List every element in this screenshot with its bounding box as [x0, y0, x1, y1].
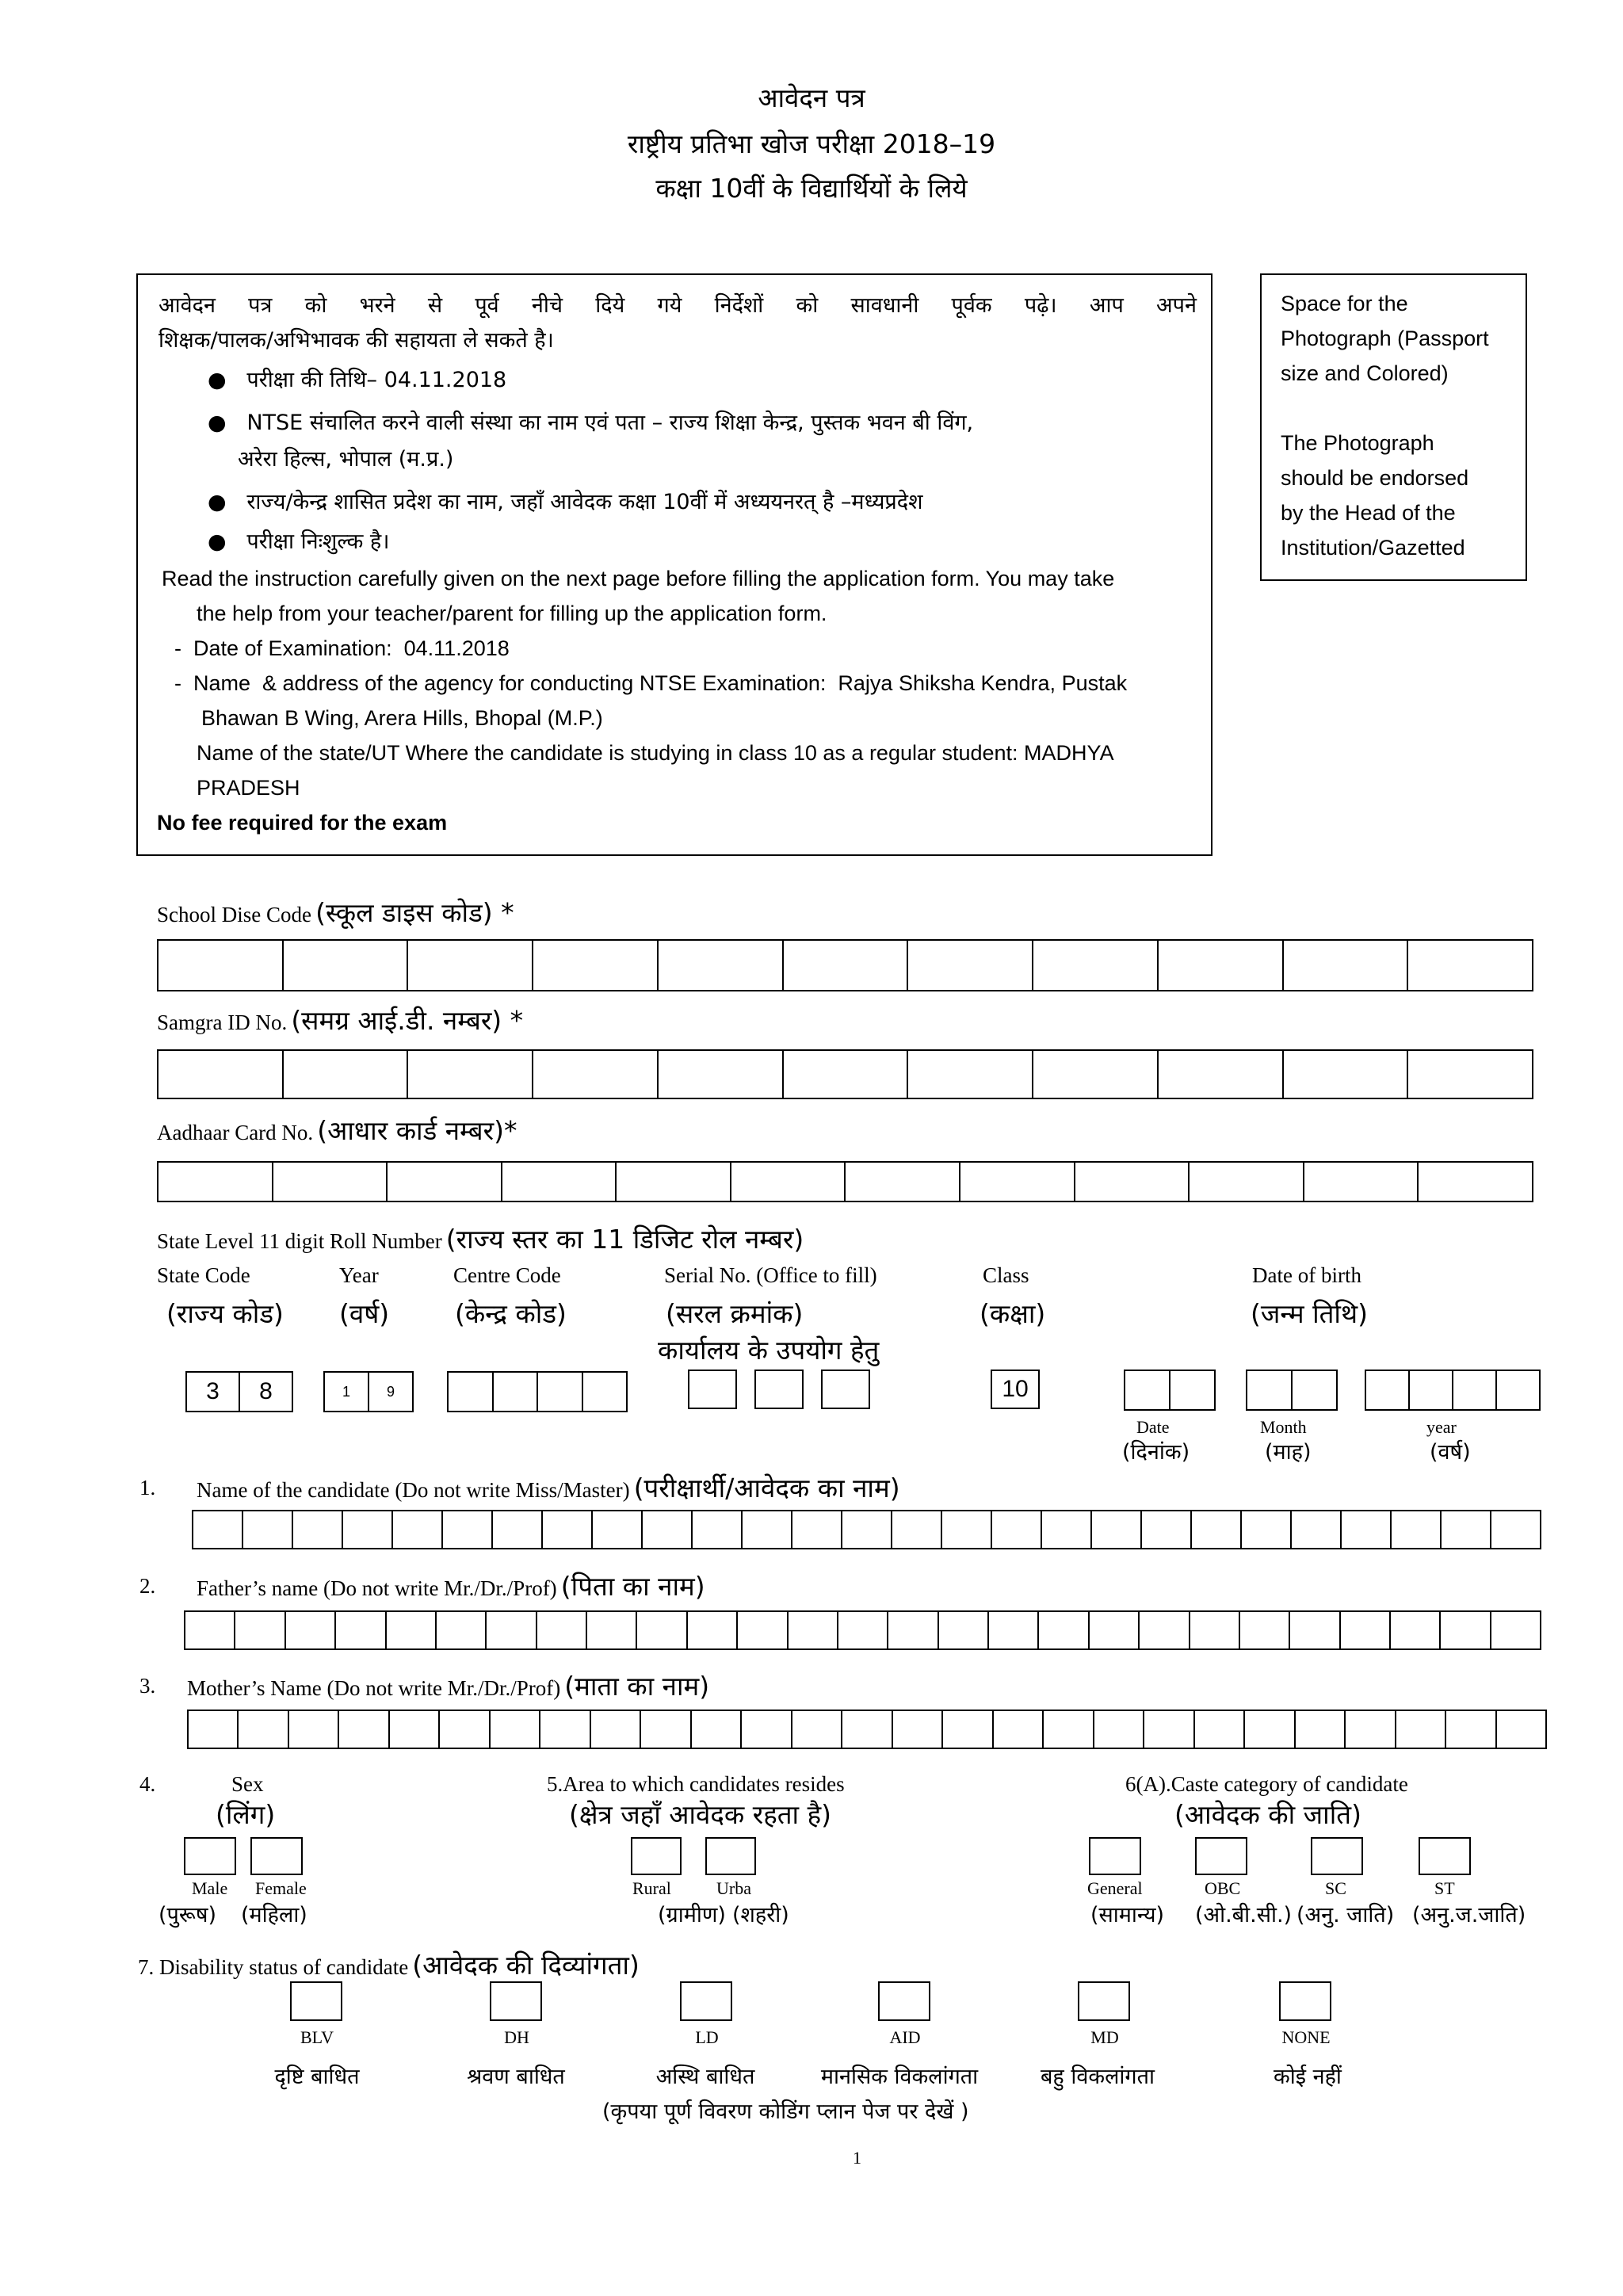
- char-box[interactable]: [587, 1612, 637, 1648]
- q2-label: [197, 1568, 705, 1603]
- char-box[interactable]: [493, 1511, 543, 1548]
- char-box[interactable]: [235, 1612, 285, 1648]
- serial-hi: (सरल क्रमांक): [666, 1298, 804, 1329]
- char-box[interactable]: [792, 1711, 842, 1748]
- father-name-input[interactable]: [184, 1610, 1541, 1650]
- char-box[interactable]: [185, 1612, 235, 1648]
- state-code-en: State Code: [157, 1263, 250, 1287]
- caste-st-checkbox[interactable]: [1419, 1837, 1471, 1875]
- photo-line-5: should be endorsed: [1281, 466, 1469, 490]
- caste-st-hi: (अनु.ज.जाति): [1412, 1903, 1526, 1927]
- char-box[interactable]: [789, 1612, 838, 1648]
- char-box[interactable]: [440, 1711, 490, 1748]
- char-box[interactable]: [1092, 1511, 1142, 1548]
- disability-blv-checkbox[interactable]: [290, 1981, 342, 2021]
- photo-line-2: Photograph (Passport: [1281, 327, 1489, 350]
- char-box[interactable]: [1491, 1612, 1540, 1648]
- serial-en: Serial No. (Office to fill): [664, 1263, 877, 1287]
- char-box[interactable]: [393, 1511, 443, 1548]
- disability-dh-hi: श्रवण बाधित: [467, 2065, 565, 2089]
- char-box[interactable]: [1292, 1511, 1342, 1548]
- disability-blv-code: BLV: [300, 2027, 334, 2047]
- char-box[interactable]: [293, 1511, 343, 1548]
- char-box[interactable]: [491, 1711, 540, 1748]
- school-dise-label-hi: (स्कूल डाइस कोड) *: [315, 897, 514, 928]
- state-digit-2: 8: [259, 1378, 273, 1404]
- char-box[interactable]: [1242, 1511, 1292, 1548]
- disability-blv-hi: दृष्टि बाधित: [274, 2065, 360, 2089]
- centre-code-input[interactable]: [447, 1371, 628, 1412]
- char-box[interactable]: [1392, 1511, 1442, 1548]
- female-label-hi: (महिला): [241, 1903, 307, 1927]
- photo-box[interactable]: [1260, 273, 1527, 581]
- caste-sc-en: SC: [1325, 1878, 1346, 1898]
- char-box[interactable]: [1341, 1612, 1391, 1648]
- samgra-label-hi: (समग्र आई.डी. नम्बर) *: [291, 1005, 524, 1036]
- disability-dh-checkbox[interactable]: [490, 1981, 542, 2021]
- centre-code-en: Centre Code: [453, 1263, 561, 1287]
- dob-month-en: Month: [1260, 1417, 1307, 1437]
- rural-label-en: Rural: [632, 1878, 671, 1898]
- instr-bullet-1: ● परीक्षा की तिथि– 04.11.2018: [208, 368, 507, 392]
- caste-sc-checkbox[interactable]: [1311, 1837, 1363, 1875]
- char-box[interactable]: [688, 1612, 738, 1648]
- area-rural-checkbox[interactable]: [631, 1837, 682, 1875]
- centre-code-hi: (केन्द्र कोड): [455, 1298, 567, 1329]
- q5-label-en: 5.Area to which candidates resides: [547, 1772, 845, 1796]
- page-number: 1: [853, 2148, 861, 2168]
- dob-date-en: Date: [1136, 1417, 1170, 1437]
- char-box[interactable]: [1144, 1711, 1194, 1748]
- char-box[interactable]: [243, 1511, 293, 1548]
- char-box[interactable]: [343, 1511, 393, 1548]
- char-box[interactable]: [1296, 1711, 1346, 1748]
- roll-label: [157, 1221, 804, 1256]
- dob-date-hi: (दिनांक): [1122, 1440, 1190, 1465]
- q3-number: 3.: [139, 1674, 156, 1698]
- char-box[interactable]: [743, 1511, 792, 1548]
- roll-label-hi: (राज्य स्तर का 11 डिजिट रोल नम्बर): [445, 1224, 804, 1255]
- disability-none-code: NONE: [1281, 2027, 1331, 2047]
- serial-box-3[interactable]: [821, 1370, 870, 1409]
- q2-label-en: Father’s name (Do not write Mr./Dr./Prof): [197, 1576, 557, 1600]
- instr-english-3: - Date of Examination: 04.11.2018: [174, 636, 510, 660]
- char-box[interactable]: [1290, 1612, 1340, 1648]
- caste-sc-hi: (अनु. जाति): [1296, 1903, 1395, 1927]
- sex-male-checkbox[interactable]: [184, 1837, 236, 1875]
- char-box[interactable]: [239, 1711, 288, 1748]
- disability-dh-code: DH: [504, 2027, 529, 2047]
- disability-ld-checkbox[interactable]: [680, 1981, 732, 2021]
- instr-english-4: - Name & address of the agency for conducting NTSE Examination: Rajya Shiksha Kendra, Pustak: [174, 671, 1128, 695]
- caste-obc-checkbox[interactable]: [1195, 1837, 1247, 1875]
- urban-label-hi: (शहरी): [732, 1903, 789, 1927]
- char-box[interactable]: [943, 1711, 993, 1748]
- school-dise-input[interactable]: [157, 939, 1533, 991]
- male-label-hi: (पुरूष): [158, 1903, 216, 1927]
- photo-line-3: size and Colored): [1281, 361, 1449, 385]
- q3-label-en: Mother’s Name (Do not write Mr./Dr./Prof): [187, 1676, 561, 1700]
- char-box[interactable]: [792, 1511, 842, 1548]
- char-box[interactable]: [1140, 1612, 1190, 1648]
- caste-general-checkbox[interactable]: [1089, 1837, 1141, 1875]
- q6-label-hi: (आवेदक की जाति): [1174, 1799, 1361, 1830]
- disability-md-hi: बहु विकलांगता: [1041, 2065, 1155, 2089]
- char-box[interactable]: [543, 1511, 593, 1548]
- aadhaar-label-hi: (आधार कार्ड नम्बर)*: [317, 1115, 517, 1146]
- dob-year-input[interactable]: [1365, 1370, 1541, 1411]
- char-box[interactable]: [637, 1612, 687, 1648]
- char-box[interactable]: [1094, 1711, 1144, 1748]
- class-value: 10: [1002, 1376, 1029, 1402]
- char-box[interactable]: [892, 1511, 942, 1548]
- char-box[interactable]: [593, 1511, 643, 1548]
- q7-label-en: 7. Disability status of candidate: [138, 1955, 409, 1979]
- q6-label-en: 6(A).Caste category of candidate: [1125, 1772, 1408, 1796]
- state-code-input[interactable]: [185, 1371, 293, 1412]
- char-box[interactable]: [742, 1711, 792, 1748]
- class-title: कक्षा 10वीं के विद्यार्थियों के लिये: [655, 173, 968, 204]
- female-label-en: Female: [255, 1878, 307, 1898]
- char-box[interactable]: [339, 1711, 389, 1748]
- char-box[interactable]: [989, 1612, 1039, 1648]
- char-box[interactable]: [888, 1612, 938, 1648]
- char-box[interactable]: [286, 1612, 336, 1648]
- char-box[interactable]: [1090, 1612, 1140, 1648]
- school-dise-label: [157, 894, 514, 930]
- sex-female-checkbox[interactable]: [250, 1837, 303, 1875]
- char-box[interactable]: [193, 1511, 243, 1548]
- instr-english-2: the help from your teacher/parent for filling up the application form.: [197, 602, 827, 625]
- disability-aid-checkbox[interactable]: [878, 1981, 930, 2021]
- disability-ld-code: LD: [695, 2027, 719, 2047]
- char-box[interactable]: [387, 1612, 437, 1648]
- dob-date-input[interactable]: [1124, 1370, 1216, 1411]
- q3-label: [187, 1668, 709, 1703]
- instr-english-7: PRADESH: [197, 776, 300, 800]
- char-box[interactable]: [842, 1711, 892, 1748]
- class-hi: (कक्षा): [980, 1298, 1046, 1329]
- char-box[interactable]: [487, 1612, 537, 1648]
- urban-label-en: Urba: [716, 1878, 751, 1898]
- aadhaar-label: [157, 1112, 517, 1148]
- disability-aid-code: AID: [889, 2027, 921, 2047]
- disability-ld-hi: अस्थि बाधित: [655, 2065, 755, 2089]
- instr-bullet-4: ● परीक्षा निःशुल्क है।: [208, 529, 390, 554]
- char-box[interactable]: [336, 1612, 386, 1648]
- serial-box-1[interactable]: [688, 1370, 737, 1409]
- char-box[interactable]: [1346, 1711, 1396, 1748]
- char-box[interactable]: [1497, 1711, 1545, 1748]
- area-urban-checkbox[interactable]: [705, 1837, 756, 1875]
- year-digit-1: 1: [325, 1373, 369, 1411]
- dob-year-hi: (वर्ष): [1430, 1440, 1471, 1465]
- instr-bullet-2: ● NTSE संचालित करने वाली संस्था का नाम एवं पता – राज्य शिक्षा केन्द्र, पुस्तक भवन बी विंग,: [208, 411, 974, 435]
- state-code-hi: (राज्य कोड): [166, 1298, 284, 1329]
- char-box[interactable]: [443, 1511, 493, 1548]
- disability-none-hi: कोई नहीं: [1274, 2065, 1342, 2089]
- school-dise-label-en: School Dise Code: [157, 903, 311, 926]
- q1-label-hi: (परीक्षार्थी/आवेदक का नाम): [633, 1473, 900, 1503]
- instr-bullet-4-text: परीक्षा निःशुल्क है।: [246, 529, 390, 554]
- photo-line-7: Institution/Gazetted: [1281, 536, 1465, 560]
- char-box[interactable]: [942, 1511, 992, 1548]
- year-input[interactable]: [323, 1371, 414, 1412]
- class-input[interactable]: [991, 1370, 1040, 1409]
- char-box[interactable]: [1396, 1711, 1446, 1748]
- char-box[interactable]: [738, 1612, 788, 1648]
- caste-st-en: ST: [1434, 1878, 1455, 1898]
- char-box[interactable]: [1245, 1711, 1295, 1748]
- serial-hi-office: कार्यालय के उपयोग हेतु: [658, 1335, 880, 1366]
- char-box[interactable]: [437, 1612, 487, 1648]
- char-box[interactable]: [1446, 1711, 1496, 1748]
- char-box[interactable]: [939, 1612, 989, 1648]
- male-label-en: Male: [192, 1878, 228, 1898]
- q1-number: 1.: [139, 1476, 156, 1499]
- q2-label-hi: (पिता का नाम): [560, 1571, 705, 1602]
- q4-number: 4.: [139, 1772, 156, 1796]
- char-box[interactable]: [1195, 1711, 1245, 1748]
- photo-line-6: by the Head of the: [1281, 501, 1456, 525]
- photo-line-4: The Photograph: [1281, 431, 1434, 455]
- photo-line-1: Space for the: [1281, 292, 1408, 315]
- samgra-label-en: Samgra ID No.: [157, 1010, 288, 1034]
- roll-label-en: State Level 11 digit Roll Number: [157, 1229, 442, 1253]
- char-box[interactable]: [1491, 1511, 1540, 1548]
- rural-label-hi: (ग्रामीण): [658, 1903, 726, 1927]
- char-box[interactable]: [994, 1711, 1044, 1748]
- disability-none-checkbox[interactable]: [1279, 1981, 1331, 2021]
- char-box[interactable]: [1240, 1612, 1290, 1648]
- char-box[interactable]: [842, 1511, 892, 1548]
- candidate-name-input[interactable]: [192, 1510, 1541, 1549]
- aadhaar-label-en: Aadhaar Card No.: [157, 1121, 314, 1144]
- dob-hi: (जन्म तिथि): [1251, 1298, 1368, 1329]
- q4-label-hi: (लिंग): [216, 1799, 276, 1830]
- dob-year-en: year: [1426, 1417, 1457, 1437]
- disability-note: (कृपया पूर्ण विवरण कोडिंग प्लान पेज पर देखें ): [602, 2099, 969, 2124]
- instr-hindi-intro-2: शिक्षक/पालक/अभिभावक की सहायता ले सकते है।: [158, 328, 554, 353]
- char-box[interactable]: [1342, 1511, 1392, 1548]
- char-box[interactable]: [537, 1612, 587, 1648]
- instr-bullet-3: ● राज्य/केन्द्र शासित प्रदेश का नाम, जहाँ आवेदक कक्षा 10वीं में अध्ययनरत् है –मध्यप्रदेश: [208, 490, 923, 514]
- state-digit-1: 3: [187, 1373, 240, 1411]
- aadhaar-input[interactable]: [157, 1161, 1533, 1202]
- disability-md-checkbox[interactable]: [1078, 1981, 1130, 2021]
- char-box[interactable]: [289, 1711, 339, 1748]
- char-box[interactable]: [692, 1711, 742, 1748]
- instr-bullet-2-cont: अरेरा हिल्स, भोपाल (म.प्र.): [238, 447, 454, 472]
- char-box[interactable]: [1391, 1612, 1441, 1648]
- char-box[interactable]: [1042, 1511, 1092, 1548]
- samgra-input[interactable]: [157, 1049, 1533, 1099]
- instructions-box: [136, 273, 1212, 856]
- instr-hindi-intro-1: आवेदन पत्र को भरने से पूर्व नीचे दिये गये निर्देशों को सावधानी पूर्वक पढ़े। आप अपने: [158, 293, 1197, 318]
- year-hi: (वर्ष): [339, 1298, 390, 1329]
- instr-bullet-3-text: राज्य/केन्द्र शासित प्रदेश का नाम, जहाँ आवेदक कक्षा 10वीं में अध्ययनरत् है –मध्यप्रदेश: [246, 490, 923, 514]
- char-box[interactable]: [1192, 1511, 1242, 1548]
- char-box[interactable]: [893, 1711, 943, 1748]
- caste-general-hi: (सामान्य): [1090, 1903, 1165, 1927]
- q5-label-hi: (क्षेत्र जहाँ आवेदक रहता है): [569, 1799, 831, 1830]
- instr-english-6: Name of the state/UT Where the candidate is studying in class 10 as a regular student: MADHYA: [197, 741, 1114, 765]
- char-box[interactable]: [1044, 1711, 1094, 1748]
- year-en: Year: [339, 1263, 379, 1287]
- char-box[interactable]: [189, 1711, 239, 1748]
- instr-english-5: Bhawan B Wing, Arera Hills, Bhopal (M.P.): [201, 706, 603, 730]
- instr-bullet-1-text: परीक्षा की तिथि– 04.11.2018: [246, 368, 507, 392]
- char-box[interactable]: [390, 1711, 440, 1748]
- caste-obc-en: OBC: [1205, 1878, 1241, 1898]
- instr-english-1: Read the instruction carefully given on the next page before filling the application form. You may take: [162, 567, 1115, 590]
- char-box[interactable]: [1039, 1612, 1089, 1648]
- fee-note: No fee required for the exam: [157, 811, 448, 835]
- dob-month-input[interactable]: [1246, 1370, 1338, 1411]
- caste-general-en: General: [1087, 1878, 1143, 1898]
- q7-label-hi: (आवेदक की दिव्यांगता): [412, 1950, 640, 1981]
- samgra-label: [157, 1002, 523, 1037]
- char-box[interactable]: [540, 1711, 590, 1748]
- disability-md-code: MD: [1090, 2027, 1119, 2047]
- char-box[interactable]: [693, 1511, 743, 1548]
- char-box[interactable]: [1441, 1612, 1491, 1648]
- char-box[interactable]: [1442, 1511, 1491, 1548]
- class-en: Class: [983, 1263, 1029, 1287]
- q1-label: [197, 1469, 900, 1505]
- q7-label: [138, 1946, 640, 1982]
- dob-en: Date of birth: [1252, 1263, 1361, 1287]
- exam-title: राष्ट्रीय प्रतिभा खोज परीक्षा 2018–19: [627, 128, 996, 159]
- mother-name-input[interactable]: [187, 1710, 1547, 1749]
- char-box[interactable]: [591, 1711, 641, 1748]
- q1-label-en: Name of the candidate (Do not write Miss/Master): [197, 1478, 630, 1502]
- instr-bullet-2-text: NTSE संचालित करने वाली संस्था का नाम एवं पता – राज्य शिक्षा केन्द्र, पुस्तक भवन बी विंग,: [246, 411, 974, 435]
- serial-box-2[interactable]: [754, 1370, 804, 1409]
- disability-aid-hi: मानसिक विकलांगता: [820, 2065, 979, 2089]
- q2-number: 2.: [139, 1574, 156, 1598]
- dob-month-hi: (माह): [1265, 1440, 1312, 1465]
- caste-obc-hi: (ओ.बी.सी.): [1195, 1903, 1293, 1927]
- char-box[interactable]: [992, 1511, 1042, 1548]
- char-box[interactable]: [641, 1711, 691, 1748]
- q3-label-hi: (माता का नाम): [564, 1671, 710, 1702]
- char-box[interactable]: [643, 1511, 693, 1548]
- char-box[interactable]: [1190, 1612, 1240, 1648]
- year-digit-2: 9: [386, 1383, 395, 1400]
- q4-label-en: Sex: [231, 1772, 264, 1796]
- char-box[interactable]: [1142, 1511, 1192, 1548]
- form-title: आवेदन पत्र: [758, 82, 865, 113]
- char-box[interactable]: [838, 1612, 888, 1648]
